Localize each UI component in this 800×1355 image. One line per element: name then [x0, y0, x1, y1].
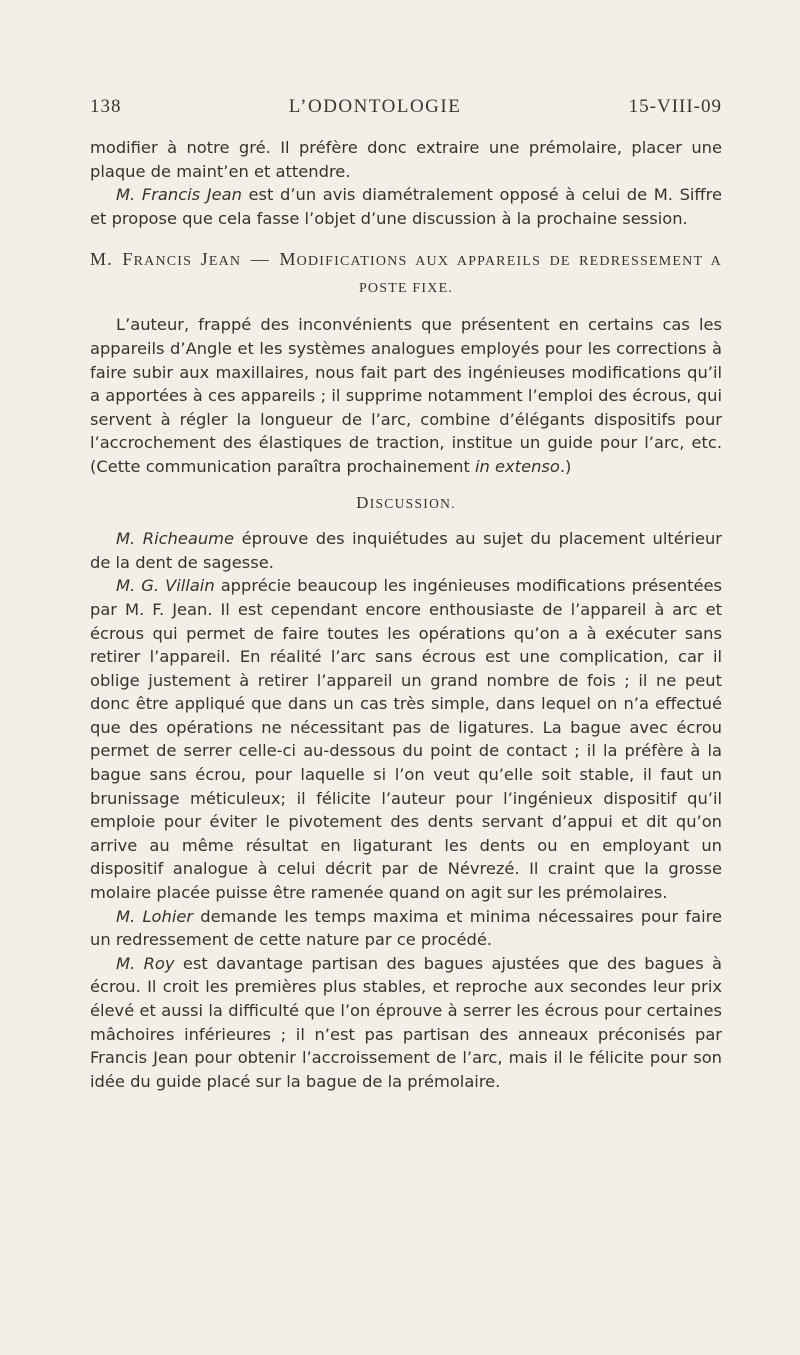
page-number: 138: [90, 96, 122, 117]
paragraph-text: demande les temps maxima et minima nécessaires pour faire un redressement de cette nature par ce procédé.: [90, 906, 722, 950]
heading-author-smallcaps: RANCIS: [133, 254, 201, 270]
running-head: [90, 96, 722, 118]
heading-author-initial-2: J: [200, 249, 209, 270]
page-body: [90, 136, 722, 1093]
speaker-name: M. Francis Jean: [116, 185, 242, 205]
heading-dash: —: [241, 249, 280, 270]
paragraph-francis-jean-opinion: [90, 183, 722, 230]
journal-title: L’ODONTOLOGIE: [288, 96, 462, 117]
emphasis-in-extenso: in extenso: [475, 456, 560, 476]
speaker-name: M. Lohier: [116, 906, 194, 926]
paragraph-text: est davantage partisan des bagues ajustées que des bagues à écrou. Il croit les premières plus stables, et reproche aux secondes leur prix élevé et aussi la difficulté que l’on éprouve à serrer les écrous pour certaines mâchoires inférieures ; il n’est pas partisan des anneaux préconisés par Francis Jean pour obtenir l’accroissement de l’arc, mais il le félicite pour son idée du guide placé sur la bague de la prémolaire.: [90, 953, 723, 1091]
paragraph-summary: [90, 313, 722, 478]
paragraph-tail: .): [559, 456, 572, 476]
heading-title-smallcaps: ODIFICATIONS AUX APPAREILS DE REDRESSEMENT A POSTE FIXE.: [296, 254, 722, 297]
paragraph-lohier: [90, 905, 722, 952]
heading-title-initial: M: [279, 249, 297, 270]
speaker-name: M. Richeaume: [116, 529, 235, 549]
paragraph-continuation: modifier à notre gré. Il préfère donc extraire une prémolaire, placer une plaque de maint’en et attendre.: [90, 138, 722, 181]
heading-author-initial: M. F: [90, 249, 134, 270]
paragraph-text: éprouve des inquiétudes au sujet du placement ultérieur de la dent de sagesse.: [90, 529, 722, 572]
paragraph-text: apprécie beaucoup les ingénieuses modifications présentées par M. F. Jean. Il est cependant encore enthousiaste de l’appareil à arc et écrous qui permet de faire toutes les opérations qu’on a à exécuter sans retirer l’appareil. En réalité l’arc sans écrous est une complication, car il oblige justement à retirer l’appareil un grand nombre de fois ; il ne peut donc être appliqué que dans un cas très simple, dans lequel on n’a effectué que des opérations ne nécessitant pas de ligatures. La bague avec écrou permet de serrer celle-ci au-dessous du point de contact ; il la préfère à la bague sans écrou, pour laquelle si l’on veut qu’elle soit stable, il faut un brunissage méticuleux; il félicite l’auteur pour l’ingénieux dispositif qu’il emploie pour éviter le pivotement des dents servant d’appui et dit qu’on arrive au même résultat en ligaturant les dents ou en employant un dispositif analogue à celui décrit par de Névrezé. Il craint que la grosse molaire placée puisse être ramenée quand on agit sur les prémolaires.: [90, 576, 722, 903]
section-heading: [90, 247, 722, 301]
speaker-name: M. G. Villain: [116, 576, 215, 596]
paragraph-roy: [90, 952, 722, 1094]
issue-date: 15-VIII-09: [628, 96, 722, 117]
heading-author-smallcaps-2: EAN: [208, 254, 242, 270]
speaker-name: M. Roy: [116, 953, 175, 973]
discussion-smallcaps: ISCUSSION.: [369, 495, 456, 511]
paragraph-richeaume: [90, 527, 722, 574]
discussion-heading: [90, 491, 722, 516]
paragraph-villain: [90, 574, 722, 904]
paragraph-text: L’auteur, frappé des inconvénients que présentent en certains cas les appareils d’Angle et les systèmes analogues employés pour les corrections à faire subir aux maxillaires, nous fait part des ingénieuses modifications qu’il a apportées à ces appareils ; il supprime notamment l’emploi des écrous, qui servent à régler la longueur de l’arc, combine d’élégants dispositifs pour l’accrochement des élastiques de traction, institue un guide pour l’arc, etc. (Cette communication paraîtra prochainement: [90, 315, 722, 476]
discussion-initial: D: [356, 492, 370, 512]
paragraph-text: est d’un avis diamétralement opposé à celui de M. Siffre et propose que cela fasse l’objet d’une discussion à la prochaine session.: [90, 185, 722, 228]
